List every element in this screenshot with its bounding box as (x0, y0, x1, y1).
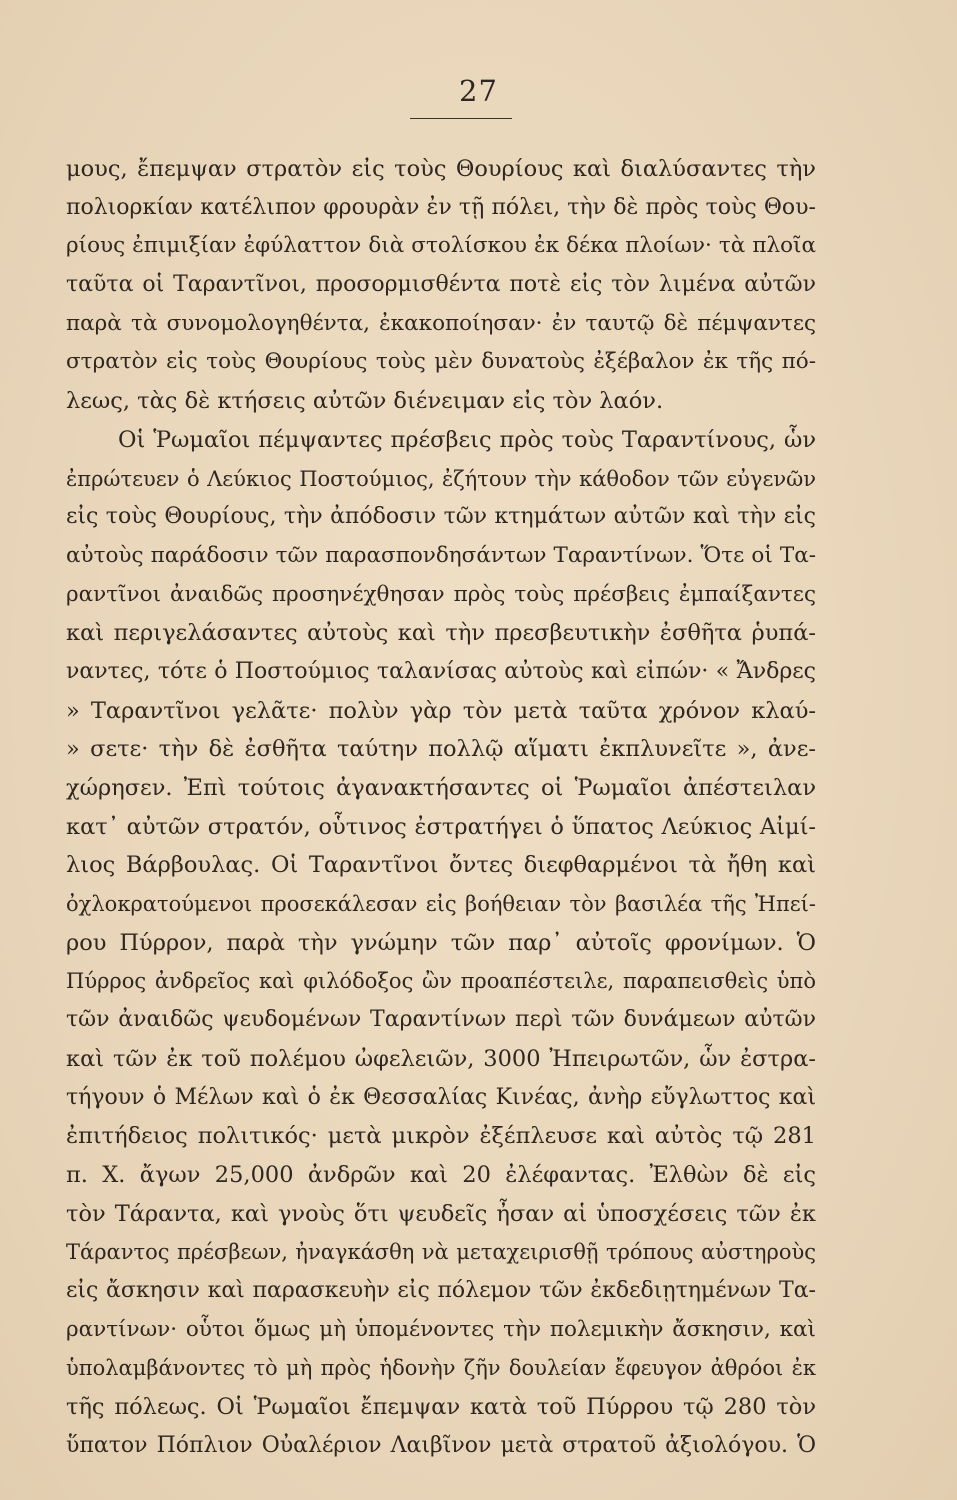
text-line: ραντῖνοι ἀναιδῶς προσηνέχθησαν πρὸς τοὺς πρέσβεις ἐμπαίξαντες (66, 581, 816, 607)
text-line: ναντες, τότε ὁ Ποστούμιος ταλανίσας αὐτοὺς καὶ εἰπών· « Ἄνδρες (66, 658, 816, 684)
text-line: καὶ περιγελάσαντες αὐτοὺς καὶ τὴν πρεσβευτικὴν ἐσθῆτα ῥυπά- (66, 620, 816, 647)
text-line: τήγουν ὁ Μέλων καὶ ὁ ἐκ Θεσσαλίας Κινέας, ἀνὴρ εὔγλωττος καὶ (66, 1084, 816, 1110)
text-line: ραντίνων· οὗτοι ὅμως μὴ ὑπομένοντες τὴν πολεμικὴν ἄσκησιν, καὶ (66, 1316, 816, 1342)
text-line: » σετε· τὴν δὲ ἐσθῆτα ταύτην πολλῷ αἵματι ἐκπλυνεῖτε », ἀνε- (66, 736, 816, 763)
body-text (66, 150, 816, 1465)
text-line: λιος Βάρβουλας. Οἱ Ταραντῖνοι ὄντες διεφθαρμένοι τὰ ἤθη καὶ (66, 852, 816, 879)
text-line: Τάραντος πρέσβεων, ἠναγκάσθη νὰ μεταχειρισθῇ τρόπους αὐστηροὺς (66, 1240, 816, 1265)
text-line: πολιορκίαν κατέλιπον φρουρὰν ἐν τῇ πόλει, τὴν δὲ πρὸς τοὺς Θου- (66, 194, 816, 220)
text-line: εἰς τοὺς Θουρίους, τὴν ἀπόδοσιν τῶν κτημάτων αὐτῶν καὶ τὴν εἰς (66, 504, 816, 530)
text-line: ὀχλοκρατούμενοι προσεκάλεσαν εἰς βοήθειαν τὸν βασιλέα τῆς Ἠπεί- (66, 892, 816, 917)
text-line: Πύρρος ἀνδρεῖος καὶ φιλόδοξος ὢν προαπέστειλε, παραπεισθεὶς ὑπὸ (66, 969, 816, 994)
text-line: ὕπατον Πόπλιον Οὐαλέριον Λαιβῖνον μετὰ στρατοῦ ἀξιολόγου. Ὁ (66, 1432, 816, 1458)
text-line: εἰς ἄσκησιν καὶ παρασκευὴν εἰς πόλεμον τῶν ἐκδεδιῃτημένων Τα- (66, 1277, 816, 1303)
text-line: κατ᾽ αὐτῶν στρατόν, οὗτινος ἐστρατήγει ὁ ὕπατος Λεύκιος Αἰμί- (66, 813, 816, 840)
text-line: μους, ἔπεμψαν στρατὸν εἰς τοὺς Θουρίους καὶ διαλύσαντες τὴν (66, 156, 816, 182)
text-line: λεως, τὰς δὲ κτήσεις αὐτῶν διένειμαν εἰς τὸν λαόν. (66, 388, 664, 415)
text-line: » Ταραντῖνοι γελᾶτε· πολὺν γὰρ τὸν μετὰ ταῦτα χρόνον κλαύ- (66, 697, 816, 724)
text-line: τὸν Τάραντα, καὶ γνοὺς ὅτι ψευδεῖς ἦσαν αἱ ὑποσχέσεις τῶν ἐκ (66, 1200, 816, 1227)
text-line: ρου Πύρρον, παρὰ τὴν γνώμην τῶν παρ᾽ αὐτοῖς φρονίμων. Ὁ (66, 929, 816, 956)
text-line: ἐπρώτευεν ὁ Λεύκιος Ποστούμιος, ἐζήτουν τὴν κάθοδον τῶν εὐγενῶν (66, 466, 816, 491)
page-number: 27 (459, 74, 498, 108)
text-line: χώρησεν. Ἐπὶ τούτοις ἀγανακτήσαντες οἱ Ῥωμαῖοι ἀπέστειλαν (66, 775, 816, 801)
text-line: καὶ τῶν ἐκ τοῦ πολέμου ὠφελειῶν, 3000 Ἠπειρωτῶν, ὧν ἐστρα- (66, 1045, 816, 1072)
text-line: ταῦτα οἱ Ταραντῖνοι, προσορμισθέντα ποτὲ εἰς τὸν λιμένα αὐτῶν (66, 272, 816, 298)
text-line: στρατὸν εἰς τοὺς Θουρίους τοὺς μὲν δυνατοὺς ἐξέβαλον ἐκ τῆς πό- (66, 349, 816, 375)
text-line: τῆς πόλεως. Οἱ Ῥωμαῖοι ἔπεμψαν κατὰ τοῦ Πύρρου τῷ 280 τὸν (66, 1394, 816, 1420)
header-rule (410, 118, 512, 119)
text-line: π. Χ. ἄγων 25,000 ἀνδρῶν καὶ 20 ἐλέφαντας. Ἐλθὼν δὲ εἰς (66, 1161, 816, 1188)
text-line: ρίους ἐπιμιξίαν ἐφύλαττον διὰ στολίσκου ἐκ δέκα πλοίων· τὰ πλοῖα (66, 233, 816, 259)
text-line: παρὰ τὰ συνομολογηθέντα, ἐκακοποίησαν· ἐν ταυτῷ δὲ πέμψαντες (66, 310, 816, 336)
text-line: αὐτοὺς παράδοσιν τῶν παρασπονδησάντων Ταραντίνων. Ὅτε οἱ Τα- (66, 542, 816, 568)
text-line: Οἱ Ῥωμαῖοι πέμψαντες πρέσβεις πρὸς τοὺς Ταραντίνους, ὧν (118, 426, 816, 453)
text-line: ὑπολαμβάνοντες τὸ μὴ πρὸς ἡδονὴν ζῆν δουλείαν ἔφευγον ἀθρόοι ἐκ (66, 1356, 816, 1381)
text-line: ἐπιτήδειος πολιτικός· μετὰ μικρὸν ἐξέπλευσε καὶ αὐτὸς τῷ 281 (66, 1123, 816, 1150)
text-line: τῶν ἀναιδῶς ψευδομένων Ταραντίνων περὶ τῶν δυνάμεων αὐτῶν (66, 1007, 816, 1033)
